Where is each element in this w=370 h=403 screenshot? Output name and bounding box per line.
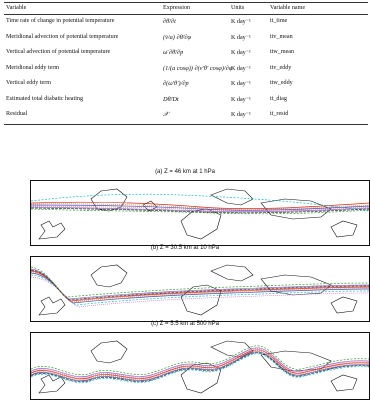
row-expression: (1/(a cosφ)) ∂(v′θ′ cosφ)/∂φ <box>163 64 233 72</box>
row-name: tt_diag <box>270 95 287 102</box>
variable-table <box>4 2 368 125</box>
row-units: K day⁻¹ <box>231 112 251 118</box>
coastlines <box>39 189 357 239</box>
panel-c-title: (c) Z = 5.5 km at 500 hPa <box>151 321 219 327</box>
panel-a-title: (a) Z = 46 km at 1 hPa <box>155 169 215 175</box>
row-units: K day⁻¹ <box>231 34 251 41</box>
table-bottom-rule <box>4 124 368 125</box>
row-expression: (v̄/a) ∂θ̄/∂φ <box>163 33 192 41</box>
header-variable-name: Variable name <box>270 4 306 11</box>
row-units: K day⁻¹ <box>231 65 251 72</box>
row-expression: Dθ̄/Dt <box>163 95 179 103</box>
row-variable: Residual <box>6 111 28 117</box>
map-panel-c <box>30 332 370 400</box>
row-variable: Time rate of change in potential temperature <box>6 18 115 24</box>
row-expression: 𝒳 <box>163 111 169 118</box>
row-name: ttv_mean <box>270 33 293 40</box>
map-b-figure <box>31 257 369 321</box>
table-row <box>4 31 368 47</box>
header-expression: Expression <box>163 4 191 11</box>
map-c-figure <box>31 333 369 399</box>
map-panel-b <box>30 256 370 322</box>
row-name: ttw_eddy <box>270 80 293 86</box>
table-row <box>4 62 368 78</box>
table-row <box>4 93 368 109</box>
row-variable: Vertical advection of potential temperature <box>6 49 111 55</box>
row-units: K day⁻¹ <box>231 19 251 25</box>
row-name: ttv_eddy <box>270 64 292 71</box>
row-variable: Meridional eddy term <box>6 64 60 71</box>
isentropes <box>31 267 369 307</box>
map-panel-a <box>30 180 370 246</box>
map-a-figure <box>31 181 369 245</box>
row-variable: Vertical eddy term <box>6 80 52 86</box>
row-name: tt_resid <box>270 111 289 117</box>
table-row <box>4 77 368 93</box>
header-variable: Variable <box>6 4 27 11</box>
table-header-row <box>4 2 368 15</box>
row-units: K day⁻¹ <box>231 96 251 103</box>
row-variable: Estimated total diabatic heating <box>6 95 83 102</box>
table-row <box>4 46 368 62</box>
table-row <box>4 108 368 124</box>
row-expression: ∂(ω′θ′)/∂p <box>163 80 189 87</box>
row-units: K day⁻¹ <box>231 81 251 87</box>
row-units: K day⁻¹ <box>231 50 251 56</box>
header-units: Units <box>231 4 245 11</box>
row-expression: ∂θ̄/∂t <box>163 18 176 25</box>
panel-b-title: (b) Z = 30.5 km at 10 hPa <box>150 245 220 251</box>
row-variable: Meridional advection of potential temperature <box>6 33 119 40</box>
table-row <box>4 15 368 31</box>
coastlines <box>39 341 357 393</box>
row-expression: ω̄ ∂θ̄/∂p <box>163 49 184 56</box>
row-name: ttw_mean <box>270 49 295 55</box>
row-name: tt_time <box>270 18 288 24</box>
